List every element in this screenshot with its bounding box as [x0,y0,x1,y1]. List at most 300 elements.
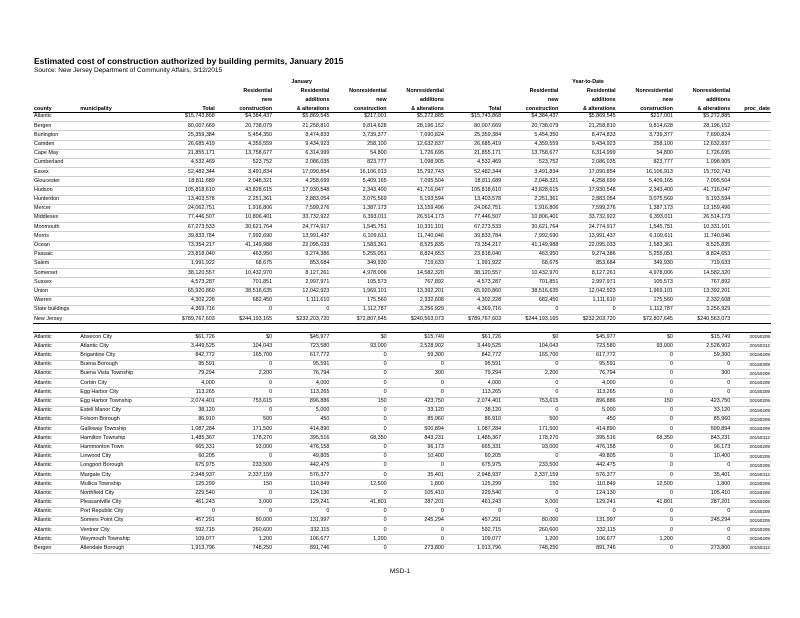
jan-total-cell: $15,743,868 [159,113,216,122]
county-cell: Mercer [33,204,79,213]
proc-date-cell: 20150209 [731,498,771,507]
jan-total-cell: 0 [159,507,216,516]
ytd-res-add-cell: 4,258,699 [559,177,616,186]
jan-nonres-add-cell: 1,726,695 [388,149,445,158]
county-cell: Atlantic [33,360,79,369]
ytd-nonres-add-cell: 8,824,653 [674,250,731,259]
ytd-res-new-cell: 20,738,079 [502,122,559,131]
jan-res-new-cell: 41,149,988 [216,241,273,250]
ytd-res-add-cell: 395,516 [559,434,616,443]
jan-nonres-new-cell: 1,969,101 [330,287,387,296]
ytd-total-cell: 842,772 [445,351,502,360]
ytd-res-new-cell: $0 [502,333,559,342]
ytd-nonres-new-cell: 6,393,011 [617,214,674,223]
county-cell: Atlantic [33,351,79,360]
jan-total-cell: 2,948,937 [159,471,216,480]
ytd-total-cell: 4,532,469 [445,158,502,167]
county-cell: Atlantic [33,342,79,351]
jan-total-cell: 39,833,784 [159,232,216,241]
jan-nonres-new-cell: 1,200 [330,535,387,544]
section-spacer [33,324,771,333]
proc-date-cell [731,223,771,232]
ytd-res-add-cell: 33,732,922 [559,214,616,223]
jan-total-cell: $789,767,603 [159,315,216,324]
jan-nonres-add-cell: 423,750 [388,397,445,406]
ytd-nonres-add-cell: 14,582,320 [674,269,731,278]
county-cell: Bergen [33,544,79,553]
ytd-nonres-add-cell: 11,740,046 [674,232,731,241]
municipality-cell [79,223,158,232]
ytd-res-add-header-1: Residential [586,87,616,94]
ytd-nonres-add-header-3: & alterations [674,103,731,113]
jan-res-new-cell: 38,516,635 [216,287,273,296]
ytd-total-cell: 4,302,228 [445,296,502,305]
county-row [33,177,771,186]
jan-res-add-cell: 891,746 [273,544,330,553]
county-cell: Warren [33,296,79,305]
county-cell: Hunterdon [33,195,79,204]
jan-nonres-add-cell: 12,632,837 [388,140,445,149]
jan-nonres-add-cell: 300 [388,370,445,379]
ytd-total-cell: 23,818,040 [445,250,502,259]
proc-date-cell: 20150209 [731,388,771,397]
county-cell: Monmouth [33,223,79,232]
municipality-cell: Allendale Borough [79,544,158,553]
jan-nonres-new-header-3: construction [330,103,387,113]
jan-nonres-new-cell: 0 [330,544,387,553]
jan-total-cell: 60,205 [159,452,216,461]
ytd-res-add-cell: $232,203,720 [559,315,616,324]
jan-total-cell: 665,331 [159,443,216,452]
proc-date-cell [731,296,771,305]
ytd-res-new-cell: 523,752 [502,158,559,167]
ytd-nonres-add-cell: 96,173 [674,443,731,452]
ytd-nonres-new-cell: 823,777 [617,158,674,167]
jan-nonres-add-cell: 0 [388,360,445,369]
jan-nonres-add-cell: 0 [388,461,445,470]
jan-res-new-cell: 0 [216,507,273,516]
ytd-total-cell: 13,403,578 [445,195,502,204]
ytd-total-cell: 18,811,689 [445,177,502,186]
county-cell: Atlantic [33,471,79,480]
county-cell: Atlantic [33,425,79,434]
jan-nonres-add-cell: 2,332,608 [388,296,445,305]
january-group-header: January [291,78,313,85]
ytd-nonres-new-cell: 1,583,361 [617,241,674,250]
municipality-row [33,351,771,360]
jan-total-cell: 65,920,860 [159,287,216,296]
proc-date-cell: 20150209 [731,507,771,516]
ytd-res-add-cell: $5,869,545 [559,113,616,122]
ytd-res-new-cell: 0 [502,489,559,498]
jan-nonres-add-cell: 767,892 [388,278,445,287]
proc-date-cell [731,177,771,186]
jan-res-new-header-2: new [261,96,273,103]
county-row [33,214,771,223]
jan-nonres-add-cell: 719,633 [388,260,445,269]
municipality-cell: Egg Harbor Township [79,397,158,406]
ytd-nonres-add-cell: 0 [674,507,731,516]
municipality-cell: Hamilton Township [79,434,158,443]
ytd-total-cell: 461,243 [445,498,502,507]
county-cell: Middlesex [33,214,79,223]
ytd-nonres-new-cell: 258,100 [617,140,674,149]
ytd-total-cell: 1,485,367 [445,434,502,443]
jan-nonres-add-cell: 0 [388,507,445,516]
municipality-row [33,333,771,342]
spacer-cell [731,324,771,333]
county-row [33,186,771,195]
county-row [33,260,771,269]
ytd-nonres-new-cell: 41,801 [617,498,674,507]
ytd-nonres-add-cell: 28,196,152 [674,122,731,131]
jan-nonres-new-cell: 5,409,165 [330,177,387,186]
jan-nonres-new-cell: 6,109,611 [330,232,387,241]
municipality-cell: Buena Borough [79,360,158,369]
jan-nonres-new-cell: 0 [330,471,387,480]
ytd-res-add-cell: 106,677 [559,535,616,544]
jan-nonres-add-cell: 26,514,173 [388,214,445,223]
jan-nonres-new-cell: 0 [330,351,387,360]
ytd-res-add-cell: 21,258,810 [559,122,616,131]
ytd-res-new-cell: 748,250 [502,544,559,553]
ytd-nonres-add-cell: 10,400 [674,452,731,461]
ytd-res-new-cell: 0 [502,452,559,461]
jan-res-new-cell: 0 [216,406,273,415]
jan-res-add-cell: $5,869,545 [273,113,330,122]
jan-nonres-new-cell: 6,393,011 [330,214,387,223]
ytd-res-add-cell: 6,314,999 [559,149,616,158]
ytd-nonres-new-cell: 12,500 [617,480,674,489]
ytd-nonres-new-cell: 6,109,611 [617,232,674,241]
jan-res-new-cell: 2,251,361 [216,195,273,204]
jan-total-header: Total [159,103,216,113]
ytd-total-cell: 52,482,344 [445,168,502,177]
jan-res-new-cell: $0 [216,333,273,342]
jan-nonres-add-header-2: additions [419,96,444,103]
jan-res-new-cell: 93,000 [216,443,273,452]
county-row [33,232,771,241]
jan-res-add-cell: $45,977 [273,333,330,342]
jan-res-new-cell: 500 [216,416,273,425]
jan-nonres-new-cell: 150 [330,397,387,406]
jan-nonres-add-cell: 245,294 [388,517,445,526]
jan-nonres-add-cell: 0 [388,388,445,397]
jan-res-add-cell: 0 [273,507,330,516]
municipality-row [33,544,771,553]
jan-nonres-new-cell: 1,387,173 [330,204,387,213]
ytd-total-cell: 86,910 [445,416,502,425]
jan-res-new-cell: $244,193,165 [216,315,273,324]
county-cell: Morris [33,232,79,241]
county-cell: Atlantic [33,443,79,452]
spacer-cell [445,324,502,333]
jan-total-cell: 73,354,217 [159,241,216,250]
jan-nonres-new-cell: 0 [330,416,387,425]
municipality-row [33,489,771,498]
ytd-total-cell: 675,975 [445,461,502,470]
jan-res-new-cell: 523,752 [216,158,273,167]
jan-nonres-add-cell: 35,401 [388,471,445,480]
ytd-res-new-cell: 7,992,690 [502,232,559,241]
municipality-cell: Longport Borough [79,461,158,470]
proc-date-cell [731,158,771,167]
county-cell: State buildings [33,305,79,314]
municipality-row [33,434,771,443]
ytd-nonres-new-cell: 54,800 [617,149,674,158]
county-row [33,131,771,140]
jan-nonres-add-cell: 287,201 [388,498,445,507]
municipality-row [33,342,771,351]
jan-res-add-cell: 129,241 [273,498,330,507]
jan-nonres-new-cell: 1,583,361 [330,241,387,250]
ytd-total-cell: 2,074,401 [445,397,502,406]
jan-res-add-cell: 9,434,923 [273,140,330,149]
jan-nonres-new-cell: 0 [330,379,387,388]
ytd-res-add-cell: 0 [559,305,616,314]
jan-res-new-cell: 80,000 [216,517,273,526]
jan-nonres-new-cell: 0 [330,517,387,526]
jan-total-cell: 125,299 [159,480,216,489]
ytd-res-add-cell: 12,042,923 [559,287,616,296]
ytd-res-add-cell: $45,977 [559,333,616,342]
jan-res-add-cell: 4,258,699 [273,177,330,186]
proc-date-cell [731,278,771,287]
municipality-cell: Pleasantville City [79,498,158,507]
jan-nonres-add-cell: 10,400 [388,452,445,461]
ytd-nonres-add-cell: 12,632,837 [674,140,731,149]
ytd-res-new-cell: 2,337,159 [502,471,559,480]
page-footer: MSD-1 [389,568,411,575]
proc-date-cell [731,140,771,149]
spacer-cell [79,324,158,333]
ytd-nonres-new-cell: 5,255,051 [617,250,674,259]
jan-nonres-new-cell: 54,800 [330,149,387,158]
jan-nonres-add-cell: 15,792,743 [388,168,445,177]
ytd-nonres-add-cell: 1,800 [674,480,731,489]
ytd-nonres-new-cell: 2,343,400 [617,186,674,195]
jan-res-new-cell: 4,359,559 [216,140,273,149]
county-cell: Atlantic [33,379,79,388]
proc-date-cell [731,131,771,140]
jan-total-cell: 1,991,922 [159,260,216,269]
ytd-nonres-new-cell: 0 [617,452,674,461]
county-row [33,269,771,278]
jan-res-new-cell: 0 [216,489,273,498]
ytd-res-new-cell: 150 [502,480,559,489]
county-row [33,315,771,324]
ytd-total-cell: 24,062,751 [445,204,502,213]
ytd-nonres-new-cell: 150 [617,397,674,406]
ytd-nonres-add-header-1: Nonresidential [692,87,731,94]
ytd-res-add-cell: 9,434,923 [559,140,616,149]
county-cell: Atlantic [33,526,79,535]
jan-nonres-add-cell: 8,525,835 [388,241,445,250]
jan-nonres-add-cell: 0 [388,526,445,535]
jan-nonres-new-cell: 105,573 [330,278,387,287]
municipality-cell: Mullica Township [79,480,158,489]
jan-total-cell: 13,403,578 [159,195,216,204]
jan-res-add-cell: 896,886 [273,397,330,406]
jan-total-cell: $61,726 [159,333,216,342]
ytd-total-cell: 38,120,557 [445,269,502,278]
ytd-nonres-add-cell: 8,525,835 [674,241,731,250]
jan-nonres-add-cell: 3,256,929 [388,305,445,314]
municipality-cell: Margate City [79,471,158,480]
ytd-total-cell: 73,354,217 [445,241,502,250]
jan-total-cell: 4,532,469 [159,158,216,167]
jan-res-new-cell: 10,432,970 [216,269,273,278]
proc-date-cell: 20150209 [731,406,771,415]
jan-res-new-cell: $4,384,437 [216,113,273,122]
jan-nonres-add-header-3: & alterations [388,103,445,113]
proc-date-cell: 20150209 [731,489,771,498]
proc-date-cell [731,204,771,213]
jan-res-new-cell: 1,916,806 [216,204,273,213]
ytd-total-cell: 1,991,922 [445,260,502,269]
municipality-cell: Estell Manor City [79,406,158,415]
ytd-res-new-cell: 5,454,350 [502,131,559,140]
jan-total-cell: 38,120 [159,406,216,415]
ytd-total-cell: $15,743,868 [445,113,502,122]
jan-res-add-header-1: Residential [300,87,330,94]
jan-total-cell: 842,772 [159,351,216,360]
jan-res-new-cell: 0 [216,388,273,397]
jan-nonres-add-cell: 273,800 [388,544,445,553]
ytd-res-new-cell: 3,491,834 [502,168,559,177]
county-row [33,241,771,250]
ytd-total-cell: 38,120 [445,406,502,415]
jan-res-add-cell: 2,086,035 [273,158,330,167]
jan-res-add-cell: 576,377 [273,471,330,480]
county-cell: Sussex [33,278,79,287]
county-cell: Atlantic [33,517,79,526]
jan-total-cell: 23,818,040 [159,250,216,259]
ytd-total-cell: 1,087,284 [445,425,502,434]
ytd-res-add-cell: 896,886 [559,397,616,406]
municipality-cell: Port Republic City [79,507,158,516]
ytd-res-add-header-2: additions [591,96,616,103]
ytd-nonres-new-cell: 5,409,165 [617,177,674,186]
jan-res-new-cell: 104,043 [216,342,273,351]
county-cell: Atlantic [33,416,79,425]
jan-res-add-cell: 110,849 [273,480,330,489]
county-cell: Atlantic [33,507,79,516]
jan-res-add-cell: 332,115 [273,526,330,535]
spacer-cell [216,324,273,333]
ytd-nonres-add-cell: 1,098,905 [674,158,731,167]
jan-res-new-cell: 2,048,321 [216,177,273,186]
jan-res-add-header-2: additions [305,96,330,103]
ytd-total-cell: 105,818,610 [445,186,502,195]
jan-res-new-cell: 463,950 [216,250,273,259]
spacer-cell [617,324,674,333]
jan-nonres-new-cell: $217,001 [330,113,387,122]
ytd-res-add-cell: 8,127,261 [559,269,616,278]
jan-res-new-header-3: construction [216,103,273,113]
jan-res-add-cell: 49,805 [273,452,330,461]
jan-res-new-cell: 0 [216,360,273,369]
ytd-nonres-add-cell: 0 [674,526,731,535]
ytd-total-cell: 65,920,860 [445,287,502,296]
ytd-res-add-cell: 1,111,610 [559,296,616,305]
ytd-nonres-new-cell: 349,930 [617,260,674,269]
municipality-cell: Folsom Borough [79,416,158,425]
jan-nonres-new-cell: 258,100 [330,140,387,149]
jan-res-new-cell: 2,337,159 [216,471,273,480]
ytd-nonres-new-cell: 0 [617,379,674,388]
jan-res-new-cell: 30,621,764 [216,223,273,232]
ytd-res-new-cell: 43,828,615 [502,186,559,195]
municipality-cell: Corbin City [79,379,158,388]
proc-date-cell [731,250,771,259]
ytd-nonres-new-header-1: Nonresidential [635,87,673,94]
county-row [33,149,771,158]
jan-res-add-cell: 9,274,386 [273,250,330,259]
municipality-cell: Egg Harbor City [79,388,158,397]
ytd-res-add-cell: 49,805 [559,452,616,461]
municipality-row [33,471,771,480]
jan-res-add-cell: 12,042,923 [273,287,330,296]
ytd-total-cell: $789,767,603 [445,315,502,324]
proc-date-cell: 20150312 [731,434,771,443]
proc-date-cell: 20150209 [731,416,771,425]
ytd-res-add-cell: 2,883,054 [559,195,616,204]
jan-nonres-add-cell: $5,272,885 [388,113,445,122]
municipality-cell [79,315,158,324]
jan-nonres-new-cell: 0 [330,452,387,461]
jan-total-cell: 592,715 [159,526,216,535]
jan-res-add-cell: 476,158 [273,443,330,452]
ytd-total-cell: 80,007,669 [445,122,502,131]
ytd-nonres-add-cell: 2,528,902 [674,342,731,351]
jan-nonres-new-cell: 823,777 [330,158,387,167]
ytd-total-cell: 3,449,525 [445,342,502,351]
jan-nonres-new-cell: 0 [330,388,387,397]
jan-res-add-cell: 617,772 [273,351,330,360]
ytd-total-cell: 4,573,287 [445,278,502,287]
jan-nonres-add-cell: 7,095,504 [388,177,445,186]
municipality-row [33,397,771,406]
proc-date-cell [731,269,771,278]
county-cell: Union [33,287,79,296]
proc-date-cell: 20150209 [731,452,771,461]
jan-nonres-add-cell: 10,331,101 [388,223,445,232]
county-cell: Atlantic [33,370,79,379]
jan-res-add-cell: 5,000 [273,406,330,415]
ytd-nonres-add-header-2: additions [706,96,731,103]
ytd-nonres-add-cell: 0 [674,535,731,544]
ytd-res-new-cell: 1,200 [502,535,559,544]
ytd-res-add-cell: 76,794 [559,370,616,379]
jan-res-add-cell: 33,732,922 [273,214,330,223]
jan-nonres-new-cell: 2,343,400 [330,186,387,195]
ytd-res-add-cell: 617,772 [559,351,616,360]
proc-date-cell [731,305,771,314]
municipality-row [33,517,771,526]
ytd-res-new-cell: 0 [502,406,559,415]
jan-nonres-add-header-1: Nonresidential [406,87,444,94]
permits-table [33,76,771,554]
municipality-row [33,360,771,369]
ytd-nonres-add-cell: 0 [674,388,731,397]
ytd-res-add-cell: 22,095,033 [559,241,616,250]
report-title: Estimated cost of construction authorized by building permits, January 2015 [34,56,344,66]
ytd-nonres-new-cell: $72,807,645 [617,315,674,324]
proc-date-cell: 20150209 [731,333,771,342]
ytd-nonres-new-cell: 3,075,569 [617,195,674,204]
jan-res-add-cell: 442,475 [273,461,330,470]
